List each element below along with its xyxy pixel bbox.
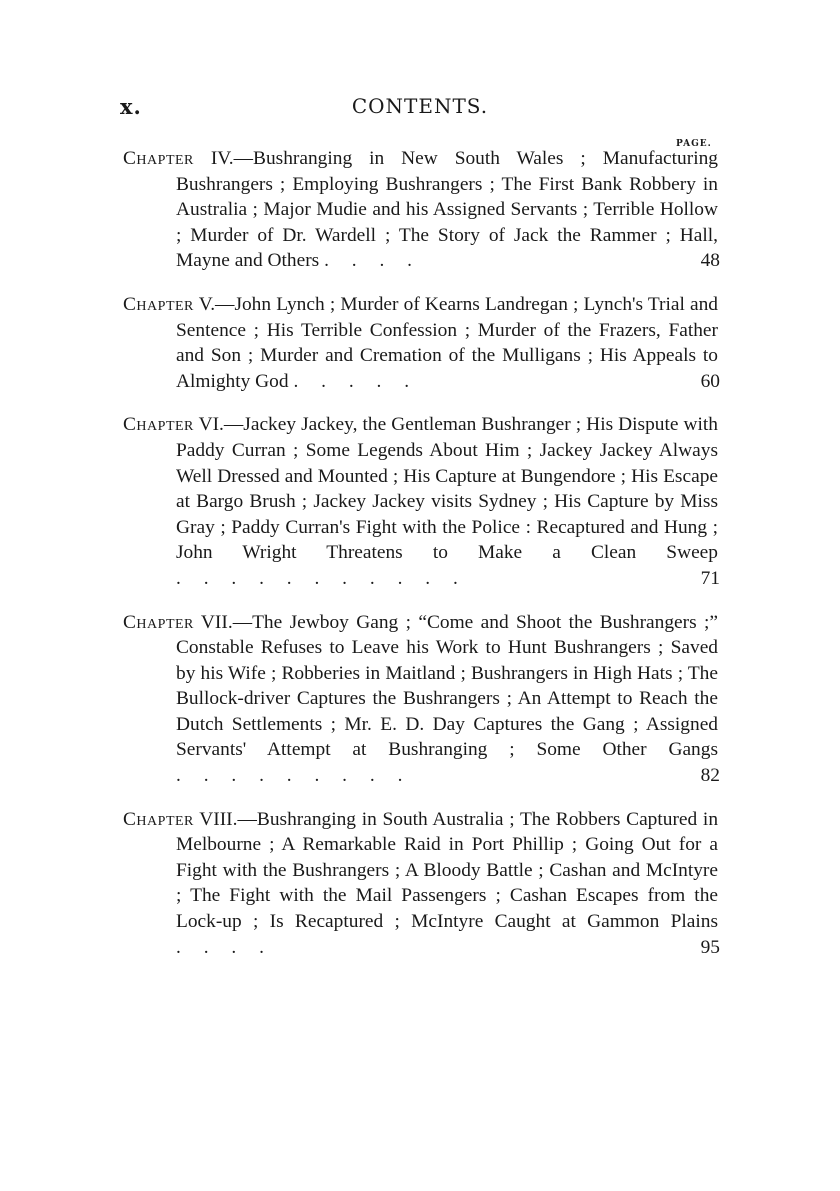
chapter-description: —The Jewboy Gang ; “Come and Shoot the Bushrangers ;” Constable Refuses to Leave his Work to Hunt Bushrangers ; Saved by his Wife ; Robberies in Maitland ; Bushrangers in High Hats ; The Bullock-driver Captures the Bushrangers ; An Attempt to Reach the Dutch Settlements ; Mr. E. D. Day Captures the Gang ; Assigned Servants' Attempt at Bushranging ; Some Other Gangs — [176, 611, 719, 761]
entry-text — [123, 807, 718, 961]
page-number: 48 — [700, 250, 720, 272]
entry-text — [123, 146, 718, 274]
contents-list — [123, 146, 720, 978]
toc-entry-chapter-6[interactable] — [123, 412, 720, 591]
chapter-number: VII. — [200, 611, 233, 633]
dot-leaders: . . . . — [176, 936, 273, 958]
chapter-description: —John Lynch ; Murder of Kearns Landregan ; Lynch's Trial and Sentence ; His Terrible Confession ; Murder of the Frazers, Father and Son ; Murder and Cremation of the Mulligans ; His Appeals to Almighty God — [176, 293, 718, 392]
chapter-word: Chapter — [123, 414, 194, 436]
chapter-number: VIII. — [199, 808, 238, 830]
page-folio: x. — [120, 94, 142, 119]
chapter-word: Chapter — [123, 611, 194, 633]
page-number: 95 — [700, 936, 720, 958]
dot-leaders: . . . . . . . . . . . — [176, 567, 467, 589]
toc-entry-chapter-4[interactable] — [123, 146, 720, 274]
chapter-description: —Bushranging in New South Wales ; Manufacturing Bushrangers ; Employing Bushrangers ; The First Bank Robbery in Australia ; Major Mudie and his Assigned Servants ; Terrible Hollow ; Murder of Dr. Wardell ; The Story of Jack the Rammer ; Hall, Mayne and Others — [176, 148, 718, 272]
chapter-number: VI. — [198, 414, 224, 436]
dot-leaders: . . . . . — [293, 370, 419, 392]
chapter-number: V. — [198, 293, 216, 315]
page-number: 82 — [700, 765, 720, 787]
dot-leaders: . . . . — [324, 250, 422, 272]
chapter-description: —Jackey Jackey, the Gentleman Bushranger ; His Dispute with Paddy Curran ; Some Legends About Him ; Jackey Jackey Always Well Dressed and Mounted ; His Capture at Bungendore ; His Escape at Bargo Brush ; Jackey Jackey visits Sydney ; His Capture by Miss Gray ; Paddy Curran's Fight with the Police : Recaptured and Hung ; John Wright Threatens to Make a Clean Sweep — [176, 414, 719, 564]
chapter-word: Chapter — [123, 808, 194, 830]
toc-entry-chapter-8[interactable] — [123, 807, 720, 961]
entry-text — [123, 610, 718, 789]
page-number: 60 — [700, 370, 720, 392]
entry-text — [123, 412, 718, 591]
dot-leaders: . . . . . . . . . — [176, 765, 412, 787]
toc-entry-chapter-5[interactable] — [123, 292, 720, 394]
chapter-number: IV. — [210, 148, 234, 169]
running-title: CONTENTS. — [351, 94, 489, 118]
chapter-description: —Bushranging in South Australia ; The Robbers Captured in Melbourne ; A Remarkable Raid in Port Phillip ; Going Out for a Fight with the Bushrangers ; A Bloody Battle ; Cashan and McIntyre ; The Fight with the Mail Passengers ; Cashan Escapes from the Lock-up ; Is Recaptured ; McIntyre Caught at Gammon Plains — [176, 808, 719, 933]
chapter-word: Chapter — [123, 293, 194, 315]
page-column-label: PAGE. — [676, 139, 712, 149]
chapter-word: Chapter — [123, 148, 194, 169]
page-number: 71 — [700, 567, 720, 589]
toc-entry-chapter-7[interactable] — [123, 610, 720, 789]
entry-text — [123, 292, 718, 394]
